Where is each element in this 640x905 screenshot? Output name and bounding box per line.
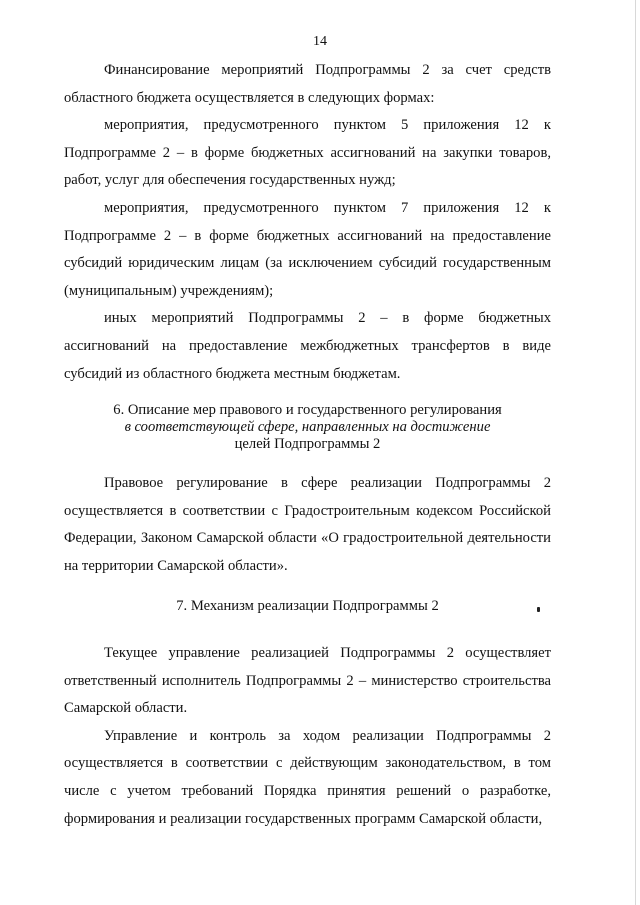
scan-edge <box>635 0 636 905</box>
paragraph: Финансирование мероприятий Подпрограммы 2 за счет средств областного бюджета осуществляется в следующих формах: <box>64 62 551 106</box>
paragraph: Правовое регулирование в сфере реализации Подпрограммы 2 осуществляется в соответствии с Градостроительным кодексом Российской Федерации, Законом Самарской области «О градостроительной деятельности на территории Самарской области». <box>64 475 551 574</box>
implementation-section <box>64 640 551 833</box>
heading-line: 6. Описание мер правового и государственного регулирования <box>113 402 502 418</box>
legal-regulation-section <box>64 470 551 580</box>
section-heading-6 <box>64 402 551 453</box>
page-number: 14 <box>313 34 327 49</box>
paragraph: Управление и контроль за ходом реализации Подпрограммы 2 осуществляется в соответствии с действующим законодательством, в том числе с учетом требований Порядка принятия решений о разработке, формирования и реализации государственных программ Самарской области, <box>64 727 551 827</box>
paragraph: Текущее управление реализацией Подпрограммы 2 осуществляет ответственный исполнитель Подпрограммы 2 – министерство строительства Самарской области. <box>64 645 551 717</box>
financing-section <box>64 57 551 388</box>
section-heading-7: 7. Механизм реализации Подпрограммы 2 <box>176 598 439 614</box>
heading-line: в соответствующей сфере, направленных на достижение <box>124 419 491 435</box>
heading-line: целей Подпрограммы 2 <box>234 436 381 452</box>
paragraph: мероприятия, предусмотренного пунктом 5 приложения 12 к Подпрограмме 2 – в форме бюджетных ассигнований на закупки товаров, работ, услуг для обеспечения государственных нужд; <box>64 117 551 189</box>
paragraph: мероприятия, предусмотренного пунктом 7 приложения 12 к Подпрограмме 2 – в форме бюджетных ассигнований на предоставление субсидий юридическим лицам (за исключением субсидий государственным (муниципальным) учреждениям); <box>64 199 551 299</box>
paragraph: иных мероприятий Подпрограммы 2 – в форме бюджетных ассигнований на предоставление межбюджетных трансфертов в виде субсидий из областного бюджета местным бюджетам. <box>64 310 551 382</box>
scan-speck <box>537 607 540 612</box>
